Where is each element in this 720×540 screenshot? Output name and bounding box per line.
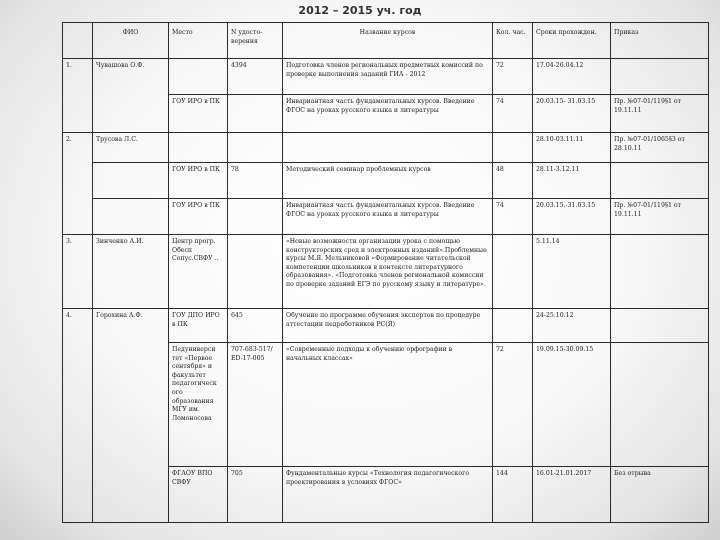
- course-title: [283, 133, 493, 163]
- header-row: [63, 23, 709, 59]
- course-dates: 19.09.15-30.09.15: [533, 343, 611, 467]
- header-name: ФИО: [93, 23, 169, 59]
- table-row: [63, 309, 709, 343]
- teacher-name: Чувашова О.Ф.: [93, 59, 169, 133]
- course-hours: 72: [493, 343, 533, 467]
- course-dates: 16.01-21.01.2017: [533, 467, 611, 523]
- courses-table: [62, 22, 709, 523]
- course-place: [169, 133, 228, 163]
- course-title: «Новые возможности организации урока с помощью конструкторских сред и электронных изданий».Проблемные курсы М.Я. Мельниковой «Формирование читательской компетенции школьников в контексте литературного образования». «Подготовка членов региональной комиссии по проверке заданий ЕГЭ по русскому языку и литературе».: [283, 235, 493, 309]
- course-cert: [228, 95, 283, 133]
- course-place: ФГАОУ ВПО СВФУ: [169, 467, 228, 523]
- course-cert: 705: [228, 467, 283, 523]
- header-cert: N удосто-верения: [228, 23, 283, 59]
- course-dates: 5.11.14: [533, 235, 611, 309]
- course-hours: 74: [493, 95, 533, 133]
- course-place: ГОУ ДПО ИРО в ПК: [169, 309, 228, 343]
- header-num: [63, 23, 93, 59]
- course-order: [611, 343, 709, 467]
- course-title: Инвариантная часть фундаментальных курсов. Введение ФГОС на уроках русского языка и литературы: [283, 95, 493, 133]
- course-hours: [493, 133, 533, 163]
- course-order: Пр. №07-01/1065§3 от 28.10.11: [611, 133, 709, 163]
- course-hours: 48: [493, 163, 533, 199]
- course-title: «Современные подходы к обучению орфографии в начальных классах»: [283, 343, 493, 467]
- course-title: Обучение по программе обучения экспертов по процедуре аттестации педработников РС(Я): [283, 309, 493, 343]
- course-hours: [493, 235, 533, 309]
- table-row: [63, 199, 709, 235]
- slide-title: 2012 – 2015 уч. год: [298, 4, 422, 17]
- teacher-number: 1.: [63, 59, 93, 133]
- header-course-title: Название курсов: [283, 23, 493, 59]
- course-hours: [493, 309, 533, 343]
- teacher-number: 4.: [63, 309, 93, 523]
- course-title: Инвариантная часть фундаментальных курсов. Введение ФГОС на уроках русского языка и литературы: [283, 199, 493, 235]
- course-hours: 144: [493, 467, 533, 523]
- course-cert: 645: [228, 309, 283, 343]
- course-title: Методический семинар проблемных курсов: [283, 163, 493, 199]
- course-dates: 24-25.10.12: [533, 309, 611, 343]
- header-order: Приказ: [611, 23, 709, 59]
- course-hours: 72: [493, 59, 533, 95]
- course-place: [169, 59, 228, 95]
- teacher-name: Зинченко А.И.: [93, 235, 169, 309]
- header-place: Место: [169, 23, 228, 59]
- course-dates: 20.03.15- 31.03.15: [533, 95, 611, 133]
- course-hours: 74: [493, 199, 533, 235]
- course-cert: [228, 133, 283, 163]
- course-place: ГОУ ИРО в ПК: [169, 95, 228, 133]
- course-cert: [228, 199, 283, 235]
- course-order: Пр. №07-01/119§1 от 19.11.11: [611, 95, 709, 133]
- empty-cell: [93, 163, 169, 199]
- teacher-name: Трусова Л.С.: [93, 133, 169, 163]
- table-row: [63, 133, 709, 163]
- teacher-name: Горохина А.Ф.: [93, 309, 169, 523]
- course-place: Центр прогр. Обесп Сопус.СВФУ ..: [169, 235, 228, 309]
- course-title: Фундаментальные курсы «Технология педагогического проектирования в условиях ФГОС»: [283, 467, 493, 523]
- table-row: [63, 235, 709, 309]
- empty-cell: [93, 199, 169, 235]
- course-dates: 28.10-03.11.11: [533, 133, 611, 163]
- course-cert: 707-683-517/ЕD-17-005: [228, 343, 283, 467]
- course-order: [611, 309, 709, 343]
- course-title: Подготовка членов региональных предметных комиссий по проверке выполнения заданий ГИА - 2012: [283, 59, 493, 95]
- course-order: [611, 59, 709, 95]
- course-cert: 4394: [228, 59, 283, 95]
- course-order: [611, 163, 709, 199]
- course-place: ГОУ ИРО в ПК: [169, 163, 228, 199]
- course-order: [611, 235, 709, 309]
- teacher-number: 3.: [63, 235, 93, 309]
- teacher-number: 2.: [63, 133, 93, 235]
- header-dates: Сроки прохожден.: [533, 23, 611, 59]
- course-order: Без отрыва: [611, 467, 709, 523]
- course-cert: [228, 235, 283, 309]
- course-cert: 78: [228, 163, 283, 199]
- table-row: [63, 163, 709, 199]
- header-hours: Кол. час.: [493, 23, 533, 59]
- table-row: [63, 59, 709, 95]
- course-place: ГОУ ИРО в ПК: [169, 199, 228, 235]
- course-dates: 20.03.15.-31.03.15: [533, 199, 611, 235]
- course-order: Пр. №07-01/119§1 от 19.11.11: [611, 199, 709, 235]
- course-dates: 17.04-26.04.12: [533, 59, 611, 95]
- course-dates: 28.11-3.12.11: [533, 163, 611, 199]
- course-place: Педуниверси тет «Первое сентября» и факультет педагогическ ого образования МГУ им. Ломоносова: [169, 343, 228, 467]
